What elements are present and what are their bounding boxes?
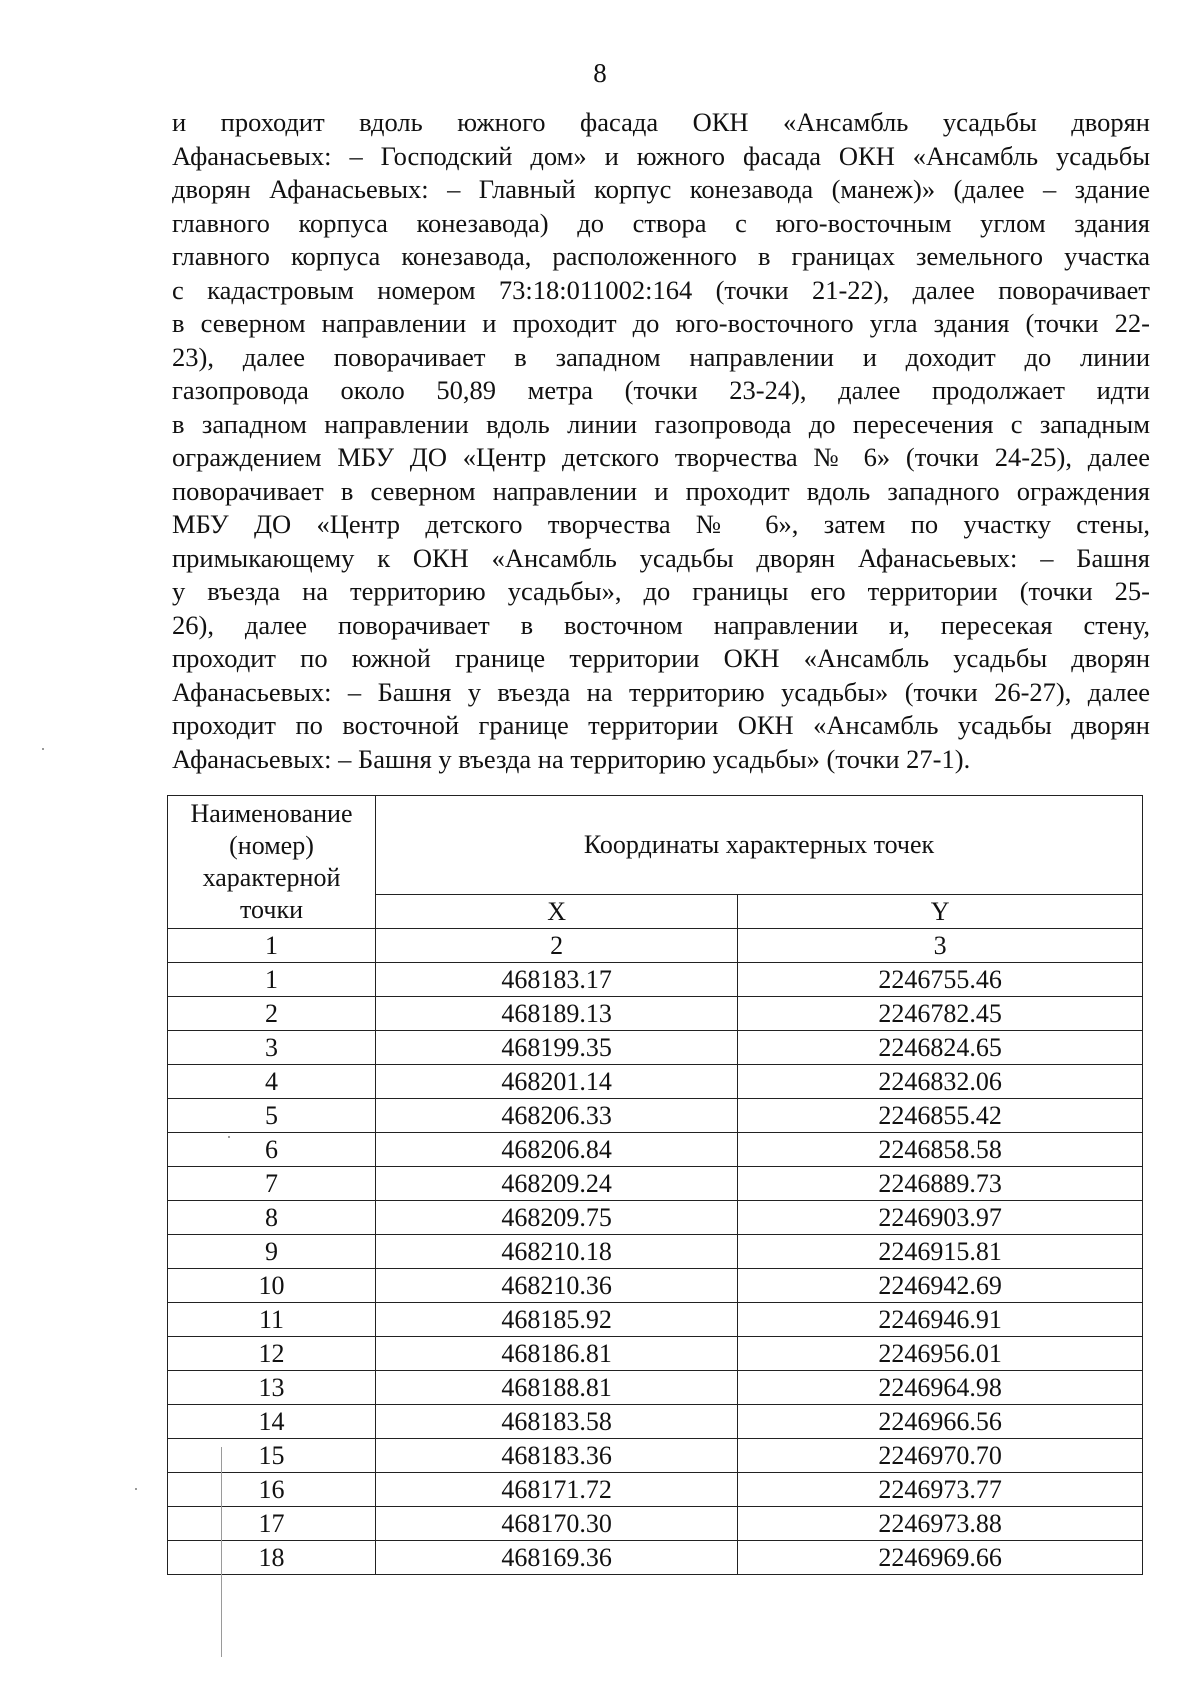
point-number-cell: 6	[168, 1133, 376, 1167]
table-row	[168, 1065, 1143, 1099]
point-number-cell: 2	[168, 997, 376, 1031]
body-paragraph	[172, 106, 1150, 776]
y-coordinate-cell: 2246942.69	[738, 1269, 1143, 1303]
table-row	[168, 1099, 1143, 1133]
paragraph-line: дворян Афанасьевых: – Главный корпус конезавода (манеж)» (далее – здание	[172, 174, 1150, 204]
table-row	[168, 963, 1143, 997]
column-number-row	[168, 929, 1143, 963]
y-coordinate-cell: 2246855.42	[738, 1099, 1143, 1133]
paragraph-line: Афанасьевых: – Господский дом» и южного фасада ОКН «Ансамбль усадьбы	[172, 140, 1150, 171]
column-number-1: 1	[168, 929, 376, 963]
paragraph-line: в западном направлении вдоль линии газопровода до пересечения с западным	[172, 408, 1150, 439]
table-row	[168, 1371, 1143, 1405]
point-number-cell: 4	[168, 1065, 376, 1099]
x-coordinate-cell: 468201.14	[376, 1065, 738, 1099]
paragraph-line: проходит по южной границе территории ОКН «Ансамбль усадьбы дворян	[172, 643, 1150, 673]
point-number-cell: 1	[168, 963, 376, 997]
table-row	[168, 1201, 1143, 1235]
paragraph-line: и проходит вдоль южного фасада ОКН «Ансамбль усадьбы дворян	[172, 107, 1150, 137]
point-number-cell: 11	[168, 1303, 376, 1337]
y-coordinate-cell: 2246966.56	[738, 1405, 1143, 1439]
scan-artifact-dot	[228, 1136, 230, 1138]
table-row	[168, 1337, 1143, 1371]
point-number-cell: 18	[168, 1541, 376, 1575]
y-coordinate-cell: 2246824.65	[738, 1031, 1143, 1065]
paragraph-line: главного корпуса конезавода, расположенного в границах земельного участка	[172, 241, 1150, 271]
table-row	[168, 1031, 1143, 1065]
y-coordinate-cell: 2246782.45	[738, 997, 1143, 1031]
paragraph-line: примыкающему к ОКН «Ансамбль усадьбы дворян Афанасьевых: – Башня	[172, 542, 1150, 573]
x-coordinate-cell: 468210.18	[376, 1235, 738, 1269]
y-coordinate-cell: 2246956.01	[738, 1337, 1143, 1371]
table-header-row	[168, 796, 1143, 895]
x-coordinate-cell: 468169.36	[376, 1541, 738, 1575]
point-name-header: Наименование (номер) характерной точки	[168, 796, 376, 929]
y-coordinate-cell: 2246969.66	[738, 1541, 1143, 1575]
paragraph-line: проходит по восточной границе территории ОКН «Ансамбль усадьбы дворян	[172, 710, 1150, 740]
table-row	[168, 1303, 1143, 1337]
paragraph-line: главного корпуса конезавода) до створа с юго-восточным углом здания	[172, 207, 1150, 238]
x-coordinate-cell: 468183.17	[376, 963, 738, 997]
paragraph-line: Афанасьевых: – Башня у въезда на территорию усадьбы» (точки 27-1).	[172, 743, 971, 774]
y-coordinate-cell: 2246889.73	[738, 1167, 1143, 1201]
paragraph-line: МБУ ДО «Центр детского творчества № 6», затем по участку стены,	[172, 509, 1150, 539]
column-number-2: 2	[376, 929, 738, 963]
point-number-cell: 12	[168, 1337, 376, 1371]
table-row	[168, 997, 1143, 1031]
y-coordinate-cell: 2246858.58	[738, 1133, 1143, 1167]
paragraph-line: 23), далее поворачивает в западном направлении и доходит до линии	[172, 341, 1150, 372]
x-coordinate-cell: 468206.84	[376, 1133, 738, 1167]
point-number-cell: 14	[168, 1405, 376, 1439]
y-coordinate-cell: 2246970.70	[738, 1439, 1143, 1473]
page-number: 8	[593, 58, 607, 88]
x-coordinate-cell: 468185.92	[376, 1303, 738, 1337]
scan-artifact-dot	[42, 748, 44, 750]
point-number-cell: 5	[168, 1099, 376, 1133]
table-row	[168, 1269, 1143, 1303]
y-coordinate-cell: 2246964.98	[738, 1371, 1143, 1405]
point-number-cell: 7	[168, 1167, 376, 1201]
table-row	[168, 1507, 1143, 1541]
paragraph-line: Афанасьевых: – Башня у въезда на территорию усадьбы» (точки 26-27), далее	[172, 676, 1150, 707]
table-row	[168, 1133, 1143, 1167]
x-coordinate-cell: 468183.58	[376, 1405, 738, 1439]
x-coordinate-cell: 468186.81	[376, 1337, 738, 1371]
table-body	[168, 929, 1143, 1575]
table-row	[168, 1439, 1143, 1473]
point-number-cell: 16	[168, 1473, 376, 1507]
x-coordinate-cell: 468189.13	[376, 997, 738, 1031]
table-row	[168, 1473, 1143, 1507]
paragraph-line: ограждением МБУ ДО «Центр детского творчества № 6» (точки 24-25), далее	[172, 442, 1150, 472]
x-coordinate-cell: 468188.81	[376, 1371, 738, 1405]
scan-artifact-line	[221, 1447, 222, 1657]
x-coordinate-cell: 468171.72	[376, 1473, 738, 1507]
y-coordinate-cell: 2246946.91	[738, 1303, 1143, 1337]
point-number-cell: 3	[168, 1031, 376, 1065]
paragraph-line: поворачивает в северном направлении и проходит вдоль западного ограждения	[172, 475, 1150, 506]
y-coordinate-cell: 2246903.97	[738, 1201, 1143, 1235]
coordinates-header: Координаты характерных точек	[376, 796, 1143, 895]
column-number-3: 3	[738, 929, 1143, 963]
coordinates-table	[167, 795, 1143, 1575]
point-number-cell: 10	[168, 1269, 376, 1303]
x-coordinate-cell: 468199.35	[376, 1031, 738, 1065]
point-number-cell: 13	[168, 1371, 376, 1405]
x-coordinate-cell: 468209.75	[376, 1201, 738, 1235]
paragraph-line: 26), далее поворачивает в восточном направлении и, пересекая стену,	[172, 609, 1150, 640]
y-coordinate-cell: 2246973.88	[738, 1507, 1143, 1541]
paragraph-line: у въезда на территорию усадьбы», до границы его территории (точки 25-	[172, 576, 1150, 606]
point-number-cell: 15	[168, 1439, 376, 1473]
y-coordinate-cell: 2246915.81	[738, 1235, 1143, 1269]
x-coordinate-cell: 468209.24	[376, 1167, 738, 1201]
x-coordinate-cell: 468170.30	[376, 1507, 738, 1541]
paragraph-line: в северном направлении и проходит до юго-восточного угла здания (точки 22-	[172, 308, 1150, 338]
paragraph-line: газопровода около 50,89 метра (точки 23-24), далее продолжает идти	[172, 375, 1150, 405]
y-coordinate-cell: 2246755.46	[738, 963, 1143, 997]
x-coordinate-cell: 468206.33	[376, 1099, 738, 1133]
x-column-header: X	[376, 895, 738, 929]
y-column-header: Y	[738, 895, 1143, 929]
point-number-cell: 17	[168, 1507, 376, 1541]
y-coordinate-cell: 2246973.77	[738, 1473, 1143, 1507]
y-coordinate-cell: 2246832.06	[738, 1065, 1143, 1099]
table-row	[168, 1167, 1143, 1201]
table-row	[168, 1541, 1143, 1575]
x-coordinate-cell: 468210.36	[376, 1269, 738, 1303]
x-coordinate-cell: 468183.36	[376, 1439, 738, 1473]
scan-artifact-dot	[135, 1488, 137, 1490]
table-row	[168, 1405, 1143, 1439]
point-number-cell: 9	[168, 1235, 376, 1269]
paragraph-line: с кадастровым номером 73:18:011002:164 (точки 21-22), далее поворачивает	[172, 274, 1150, 305]
table-row	[168, 1235, 1143, 1269]
point-number-cell: 8	[168, 1201, 376, 1235]
